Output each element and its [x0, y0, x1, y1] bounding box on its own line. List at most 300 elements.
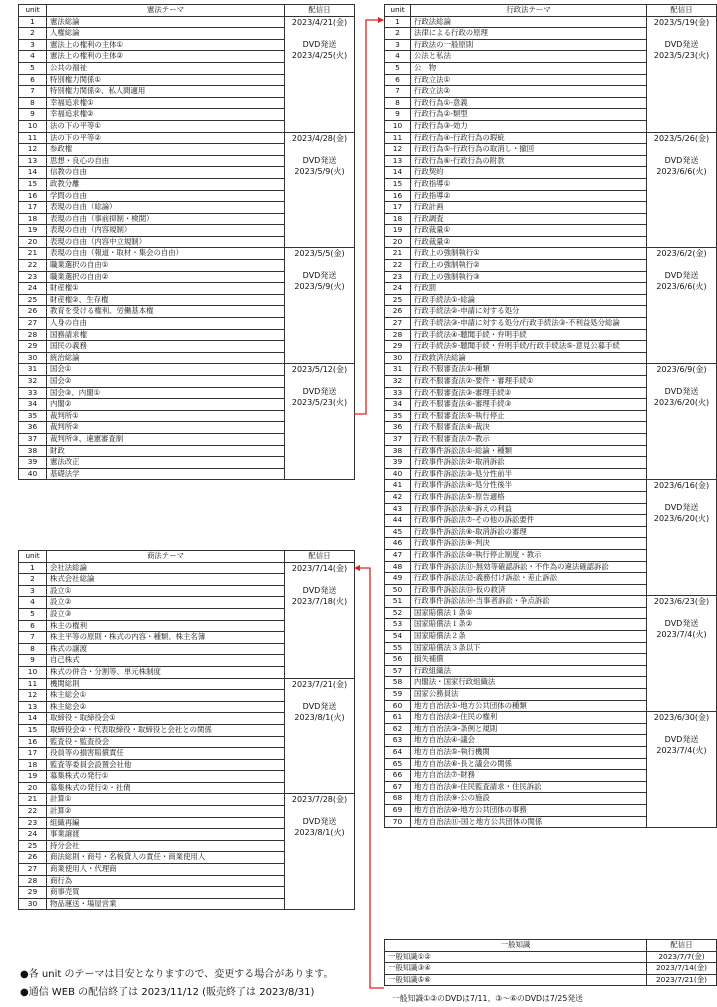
- gyosei-unit-theme: 行政罰: [411, 283, 647, 295]
- table-row: [385, 132, 717, 144]
- gyosei-unit-theme: 行政手続法②-申請に対する処分: [411, 306, 647, 318]
- gyosei-unit-theme: 行政事件訴訟法①-総論・種類: [411, 445, 647, 457]
- gyosei-unit-theme: 行政不服審査法⑦-教示: [411, 433, 647, 445]
- gyosei-delivery-date-cell: [647, 596, 717, 712]
- gyosei-unit-theme: 行政契約: [411, 167, 647, 179]
- shoho-delivery-date-cell: [285, 678, 355, 794]
- kenpo-header-date: 配信日: [285, 5, 355, 17]
- kenpo-unit-no: 23: [19, 271, 47, 283]
- shoho-unit-theme: 株主総会②: [47, 701, 285, 713]
- gyosei-unit-theme: 行政事件訴訟法⑬-仮の救済: [411, 584, 647, 596]
- gyosei-unit-no: 9: [385, 109, 411, 121]
- kenpo-unit-no: 14: [19, 167, 47, 179]
- gyosei-unit-theme: 行政事件訴訟法⑭-当事者訴訟・争点訴訟: [411, 596, 647, 608]
- gyosei-unit-theme: 行政指導②: [411, 190, 647, 202]
- gyosei-unit-no: 22: [385, 260, 411, 272]
- spacer: [288, 805, 351, 816]
- note-theme-change: ●各 unit のテーマは目安となりますので、変更する場合があります。: [20, 969, 334, 980]
- shoho-unit-no: 26: [19, 852, 47, 864]
- dvd-label: DVD発送: [664, 619, 699, 629]
- shoho-unit-theme: 役員等の損害賠償責任: [47, 748, 285, 760]
- ippan-date: 2023/7/21(金): [647, 974, 717, 986]
- delivery-date: 2023/4/28(金): [291, 133, 348, 143]
- kenpo-unit-theme: 幸福追求権①: [47, 97, 285, 109]
- gyosei-unit-theme: 行政法の一般原則: [411, 39, 647, 51]
- dvd-label: DVD発送: [302, 701, 337, 711]
- gyosei-unit-theme: 行政立法①: [411, 74, 647, 86]
- gyosei-unit-no: 4: [385, 51, 411, 63]
- gyosei-unit-no: 53: [385, 619, 411, 631]
- shoho-unit-no: 23: [19, 817, 47, 829]
- gyosei-unit-no: 29: [385, 341, 411, 353]
- kenpo-table: [18, 4, 355, 480]
- gyosei-unit-theme: 地方自治法⑥-長と議会の関係: [411, 758, 647, 770]
- gyosei-unit-no: 33: [385, 387, 411, 399]
- shoho-unit-no: 14: [19, 713, 47, 725]
- shoho-unit-theme: 募集株式の発行②・社債: [47, 782, 285, 794]
- shoho-unit-no: 25: [19, 840, 47, 852]
- dvd-label: DVD発送: [302, 39, 337, 49]
- kenpo-unit-theme: 裁判所①: [47, 410, 285, 422]
- kenpo-unit-theme: 国務請求権: [47, 329, 285, 341]
- gyosei-unit-theme: 行政事件訴訟法③-処分性前半: [411, 468, 647, 480]
- gyosei-unit-no: 10: [385, 120, 411, 132]
- table-row: [385, 974, 717, 986]
- table-row: [385, 248, 717, 260]
- gyosei-unit-no: 60: [385, 700, 411, 712]
- gyosei-delivery-date-cell: [647, 712, 717, 828]
- gyosei-unit-no: 15: [385, 178, 411, 190]
- dvd-label: DVD発送: [664, 39, 699, 49]
- shoho-unit-no: 20: [19, 782, 47, 794]
- shoho-unit-theme: 株式の譲渡: [47, 643, 285, 655]
- kenpo-unit-theme: 学問の自由: [47, 190, 285, 202]
- kenpo-unit-theme: 幸福追求権②: [47, 109, 285, 121]
- shoho-delivery-date-cell: [285, 794, 355, 910]
- dvd-label: DVD発送: [302, 817, 337, 827]
- gyosei-unit-no: 31: [385, 364, 411, 376]
- shoho-unit-theme: 取締役会②・代表取締役・取締役と会社との関係: [47, 724, 285, 736]
- dvd-date: 2023/5/9(火): [294, 166, 345, 176]
- dvd-date: 2023/6/6(火): [656, 282, 707, 292]
- spacer: [650, 491, 713, 502]
- gyosei-unit-no: 34: [385, 399, 411, 411]
- gyosei-unit-no: 51: [385, 596, 411, 608]
- gyosei-unit-no: 66: [385, 770, 411, 782]
- gyosei-unit-no: 70: [385, 816, 411, 828]
- gyosei-unit-no: 7: [385, 86, 411, 98]
- kenpo-unit-theme: 信教の自由: [47, 167, 285, 179]
- shoho-unit-theme: 株式会社総論: [47, 574, 285, 586]
- delivery-date: 2023/5/5(金): [294, 249, 345, 259]
- shoho-unit-theme: 計算②: [47, 806, 285, 818]
- shoho-unit-theme: 株主総会①: [47, 690, 285, 702]
- delivery-date: 2023/5/12(金): [291, 365, 348, 375]
- shoho-unit-theme: 計算①: [47, 794, 285, 806]
- gyosei-unit-theme: 行政指導①: [411, 178, 647, 190]
- table-row: [385, 951, 717, 963]
- kenpo-unit-theme: 教育を受ける権利、労働基本権: [47, 306, 285, 318]
- kenpo-unit-theme: 内閣②: [47, 399, 285, 411]
- delivery-date: 2023/7/14(金): [291, 563, 348, 573]
- gyosei-unit-theme: 行政行為②-類型: [411, 109, 647, 121]
- gyosei-unit-theme: 地方自治法⑦-財務: [411, 770, 647, 782]
- kenpo-unit-theme: 憲法総論: [47, 16, 285, 28]
- delivery-date: 2023/6/23(金): [653, 597, 710, 607]
- gyosei-unit-theme: 地方自治法⑪-国と地方公共団体の関係: [411, 816, 647, 828]
- shoho-unit-no: 30: [19, 898, 47, 910]
- kenpo-unit-no: 16: [19, 190, 47, 202]
- table-row: [19, 248, 355, 260]
- kenpo-delivery-date-cell: [285, 248, 355, 364]
- shoho-header-theme: 商法テーマ: [47, 551, 285, 563]
- gyosei-unit-no: 64: [385, 747, 411, 759]
- kenpo-unit-theme: 憲法上の権利の主体②: [47, 51, 285, 63]
- shoho-unit-no: 6: [19, 620, 47, 632]
- gyosei-unit-no: 54: [385, 631, 411, 643]
- gyosei-unit-no: 6: [385, 74, 411, 86]
- kenpo-unit-theme: 特別権力関係①: [47, 74, 285, 86]
- shoho-unit-theme: 物品運送・場屋営業: [47, 898, 285, 910]
- table-row: [385, 16, 717, 28]
- gyosei-table: [384, 4, 717, 828]
- shoho-unit-no: 29: [19, 887, 47, 899]
- kenpo-unit-theme: 政教分離: [47, 178, 285, 190]
- gyosei-unit-theme: 行政不服審査法④-審理手続③: [411, 399, 647, 411]
- kenpo-unit-no: 31: [19, 364, 47, 376]
- gyosei-unit-theme: 行政不服審査法③-審理手続②: [411, 387, 647, 399]
- gyosei-unit-theme: 行政調査: [411, 213, 647, 225]
- gyosei-unit-theme: 行政事件訴訟法⑩-執行停止制度・教示: [411, 549, 647, 561]
- shoho-table: [18, 550, 355, 910]
- spacer: [288, 375, 351, 386]
- gyosei-unit-no: 69: [385, 804, 411, 816]
- gyosei-unit-theme: 行政手続法①-総論: [411, 294, 647, 306]
- gyosei-unit-no: 3: [385, 39, 411, 51]
- dvd-date: 2023/6/6(火): [656, 166, 707, 176]
- kenpo-unit-no: 26: [19, 306, 47, 318]
- gyosei-delivery-date-cell: [647, 364, 717, 480]
- dvd-date: 2023/8/1(火): [294, 828, 345, 838]
- dvd-label: DVD発送: [664, 503, 699, 513]
- kenpo-unit-no: 27: [19, 318, 47, 330]
- gyosei-unit-theme: 行政計画: [411, 202, 647, 214]
- gyosei-unit-no: 52: [385, 607, 411, 619]
- spacer: [650, 607, 713, 618]
- gyosei-unit-no: 26: [385, 306, 411, 318]
- kenpo-unit-theme: 国会③、内閣①: [47, 387, 285, 399]
- kenpo-header-theme: 憲法テーマ: [47, 5, 285, 17]
- kenpo-delivery-date-cell: [285, 364, 355, 480]
- ippan-header-theme: 一般知識: [385, 940, 647, 952]
- kenpo-unit-theme: 憲法改正: [47, 457, 285, 469]
- dvd-label: DVD発送: [302, 155, 337, 165]
- shoho-unit-theme: 監査役・監査役会: [47, 736, 285, 748]
- dvd-date: 2023/7/4(火): [656, 630, 707, 640]
- gyosei-unit-theme: 損失補償: [411, 654, 647, 666]
- shoho-unit-theme: 取締役・取締役会①: [47, 713, 285, 725]
- gyosei-unit-no: 11: [385, 132, 411, 144]
- gyosei-unit-theme: 地方自治法⑩-地方公共団体の事務: [411, 804, 647, 816]
- spacer: [650, 144, 713, 155]
- kenpo-unit-theme: 法の下の平等①: [47, 120, 285, 132]
- table-row: [385, 364, 717, 376]
- gyosei-unit-theme: 行政事件訴訟法⑤-原告適格: [411, 491, 647, 503]
- gyosei-unit-theme: 行政事件訴訟法⑦-その他の訴訟要件: [411, 515, 647, 527]
- kenpo-unit-theme: 特別権力関係②、私人間適用: [47, 86, 285, 98]
- kenpo-unit-no: 12: [19, 144, 47, 156]
- dvd-label: DVD発送: [664, 387, 699, 397]
- gyosei-unit-theme: 行政行為④-行政行為の瑕疵: [411, 132, 647, 144]
- ippan-theme: 一般知識③④: [385, 963, 647, 975]
- kenpo-unit-no: 20: [19, 236, 47, 248]
- spacer: [288, 144, 351, 155]
- spacer: [650, 28, 713, 39]
- table-row: [19, 678, 355, 690]
- delivery-date: 2023/5/26(金): [653, 133, 710, 143]
- kenpo-unit-no: 2: [19, 28, 47, 40]
- shoho-unit-no: 17: [19, 748, 47, 760]
- gyosei-unit-no: 55: [385, 642, 411, 654]
- kenpo-unit-no: 28: [19, 329, 47, 341]
- gyosei-header-unit: unit: [385, 5, 411, 17]
- gyosei-delivery-date-cell: [647, 480, 717, 596]
- gyosei-unit-no: 8: [385, 97, 411, 109]
- shoho-unit-theme: 組織再編: [47, 817, 285, 829]
- shoho-unit-theme: 設立③: [47, 608, 285, 620]
- shoho-unit-no: 12: [19, 690, 47, 702]
- shoho-unit-no: 18: [19, 759, 47, 771]
- gyosei-unit-theme: 行政事件訴訟法⑪-無効等確認訴訟・不作為の違法確認訴訟: [411, 561, 647, 573]
- gyosei-unit-no: 48: [385, 561, 411, 573]
- kenpo-unit-theme: 財産権②、生存権: [47, 294, 285, 306]
- gyosei-unit-theme: 行政上の強制執行③: [411, 271, 647, 283]
- gyosei-unit-no: 49: [385, 573, 411, 585]
- gyosei-unit-theme: 行政事件訴訟法⑫-義務付け訴訟・差止訴訟: [411, 573, 647, 585]
- delivery-date: 2023/6/2(金): [656, 249, 707, 259]
- kenpo-unit-no: 9: [19, 109, 47, 121]
- table-row: [385, 712, 717, 724]
- gyosei-unit-theme: 行政上の強制執行①: [411, 248, 647, 260]
- dvd-date: 2023/6/20(火): [653, 514, 710, 524]
- gyosei-header-date: 配信日: [647, 5, 717, 17]
- kenpo-unit-no: 17: [19, 202, 47, 214]
- shoho-unit-no: 15: [19, 724, 47, 736]
- shoho-unit-no: 4: [19, 597, 47, 609]
- shoho-unit-no: 21: [19, 794, 47, 806]
- dvd-label: DVD発送: [664, 271, 699, 281]
- gyosei-unit-no: 46: [385, 538, 411, 550]
- kenpo-unit-theme: 国民の義務: [47, 341, 285, 353]
- spacer: [650, 259, 713, 270]
- kenpo-unit-theme: 統治総論: [47, 352, 285, 364]
- kenpo-unit-theme: 表現の自由（報道・取材・集会の自由）: [47, 248, 285, 260]
- gyosei-unit-no: 58: [385, 677, 411, 689]
- kenpo-unit-no: 33: [19, 387, 47, 399]
- gyosei-header-theme: 行政法テーマ: [411, 5, 647, 17]
- gyosei-unit-theme: 行政組織法: [411, 665, 647, 677]
- gyosei-unit-no: 45: [385, 526, 411, 538]
- gyosei-unit-no: 14: [385, 167, 411, 179]
- shoho-unit-theme: 持分会社: [47, 840, 285, 852]
- delivery-date: 2023/6/16(金): [653, 481, 710, 491]
- gyosei-unit-theme: 地方自治法⑤-執行機関: [411, 747, 647, 759]
- gyosei-unit-no: 16: [385, 190, 411, 202]
- arrow-ippan-to-shoho: [355, 568, 384, 988]
- gyosei-unit-theme: 行政行為⑤-行政行為の取消し・撤回: [411, 144, 647, 156]
- gyosei-unit-theme: 公法と私法: [411, 51, 647, 63]
- gyosei-unit-no: 35: [385, 410, 411, 422]
- shoho-unit-theme: 機関総則: [47, 678, 285, 690]
- kenpo-delivery-date-cell: [285, 16, 355, 132]
- kenpo-unit-no: 34: [19, 399, 47, 411]
- gyosei-unit-theme: 行政行為③-効力: [411, 120, 647, 132]
- kenpo-unit-no: 4: [19, 51, 47, 63]
- table-row: [385, 963, 717, 975]
- kenpo-unit-theme: 職業選択の自由②: [47, 271, 285, 283]
- ippan-dvd-note: 一般知識①②のDVDは7/11、③～⑥のDVDは7/25発送: [392, 994, 583, 1003]
- gyosei-delivery-date-cell: [647, 132, 717, 248]
- gyosei-unit-no: 39: [385, 457, 411, 469]
- kenpo-unit-theme: 公共の福祉: [47, 62, 285, 74]
- gyosei-unit-no: 67: [385, 781, 411, 793]
- kenpo-unit-no: 13: [19, 155, 47, 167]
- table-row: [19, 132, 355, 144]
- gyosei-unit-no: 42: [385, 491, 411, 503]
- table-row: [19, 794, 355, 806]
- gyosei-unit-no: 65: [385, 758, 411, 770]
- dvd-label: DVD発送: [302, 271, 337, 281]
- shoho-unit-theme: 事業譲渡: [47, 829, 285, 841]
- table-row: [19, 16, 355, 28]
- kenpo-unit-theme: 参政権: [47, 144, 285, 156]
- gyosei-unit-theme: 行政上の強制執行②: [411, 260, 647, 272]
- gyosei-unit-theme: 行政事件訴訟法②-取消訴訟: [411, 457, 647, 469]
- shoho-unit-theme: 設立①: [47, 585, 285, 597]
- table-row: [19, 562, 355, 574]
- gyosei-unit-no: 30: [385, 352, 411, 364]
- shoho-unit-no: 10: [19, 666, 47, 678]
- gyosei-unit-theme: 行政手続法⑤-聴聞手続・弁明手続/行政手続法⑤-意見公募手続: [411, 341, 647, 353]
- kenpo-unit-theme: 思想・良心の自由: [47, 155, 285, 167]
- ippan-header-date: 配信日: [647, 940, 717, 952]
- dvd-date: 2023/7/18(火): [291, 596, 348, 606]
- kenpo-unit-theme: 財産権①: [47, 283, 285, 295]
- kenpo-unit-no: 32: [19, 376, 47, 388]
- kenpo-unit-theme: 表現の自由（内容規制）: [47, 225, 285, 237]
- kenpo-unit-no: 29: [19, 341, 47, 353]
- kenpo-header-unit: unit: [19, 5, 47, 17]
- shoho-unit-no: 11: [19, 678, 47, 690]
- spacer: [288, 574, 351, 585]
- kenpo-unit-theme: 人身の自由: [47, 318, 285, 330]
- ippan-date: 2023/7/14(金): [647, 963, 717, 975]
- spacer: [288, 28, 351, 39]
- kenpo-unit-no: 35: [19, 410, 47, 422]
- gyosei-unit-theme: 行政裁量①: [411, 225, 647, 237]
- shoho-unit-no: 8: [19, 643, 47, 655]
- gyosei-unit-no: 57: [385, 665, 411, 677]
- dvd-label: DVD発送: [664, 155, 699, 165]
- gyosei-unit-no: 36: [385, 422, 411, 434]
- shoho-unit-no: 3: [19, 585, 47, 597]
- ippan-theme: 一般知識①②: [385, 951, 647, 963]
- shoho-unit-theme: 商業使用人・代理商: [47, 864, 285, 876]
- dvd-date: 2023/8/1(火): [294, 712, 345, 722]
- kenpo-unit-no: 40: [19, 468, 47, 480]
- gyosei-unit-theme: 地方自治法③-条例と規則: [411, 723, 647, 735]
- gyosei-unit-no: 23: [385, 271, 411, 283]
- gyosei-unit-no: 12: [385, 144, 411, 156]
- note-web-end: ●通信 WEB の配信終了は 2023/11/12 (販売終了は 2023/8/31): [20, 987, 315, 998]
- delivery-date: 2023/6/9(金): [656, 365, 707, 375]
- kenpo-unit-no: 8: [19, 97, 47, 109]
- dvd-date: 2023/5/23(火): [291, 398, 348, 408]
- delivery-date: 2023/6/30(金): [653, 713, 710, 723]
- gyosei-unit-theme: 行政不服審査法⑤-執行停止: [411, 410, 647, 422]
- gyosei-unit-no: 43: [385, 503, 411, 515]
- kenpo-unit-no: 5: [19, 62, 47, 74]
- gyosei-unit-theme: 行政法総論: [411, 16, 647, 28]
- gyosei-unit-theme: 公 物: [411, 62, 647, 74]
- gyosei-unit-theme: 行政事件訴訟法⑨-判決: [411, 538, 647, 550]
- gyosei-unit-theme: 行政裁量②: [411, 236, 647, 248]
- shoho-unit-no: 22: [19, 806, 47, 818]
- shoho-unit-no: 28: [19, 875, 47, 887]
- dvd-date: 2023/5/9(火): [294, 282, 345, 292]
- gyosei-unit-no: 50: [385, 584, 411, 596]
- kenpo-unit-theme: 法の下の平等②: [47, 132, 285, 144]
- gyosei-unit-no: 2: [385, 28, 411, 40]
- gyosei-unit-no: 17: [385, 202, 411, 214]
- gyosei-unit-no: 61: [385, 712, 411, 724]
- delivery-date: 2023/7/21(金): [291, 679, 348, 689]
- kenpo-unit-theme: 裁判所②: [47, 422, 285, 434]
- gyosei-unit-theme: 国家賠償法３条以下: [411, 642, 647, 654]
- shoho-unit-no: 1: [19, 562, 47, 574]
- gyosei-unit-no: 21: [385, 248, 411, 260]
- gyosei-unit-no: 68: [385, 793, 411, 805]
- kenpo-unit-no: 36: [19, 422, 47, 434]
- gyosei-unit-theme: 行政行為①-意義: [411, 97, 647, 109]
- ippan-table: [384, 939, 717, 986]
- gyosei-unit-no: 19: [385, 225, 411, 237]
- shoho-unit-no: 24: [19, 829, 47, 841]
- kenpo-unit-theme: 表現の自由（総論）: [47, 202, 285, 214]
- gyosei-unit-theme: 行政手続法③-申請に対する処分/行政手続法③-不利益処分総論: [411, 318, 647, 330]
- gyosei-unit-no: 25: [385, 294, 411, 306]
- gyosei-unit-no: 63: [385, 735, 411, 747]
- kenpo-delivery-date-cell: [285, 132, 355, 248]
- gyosei-unit-no: 56: [385, 654, 411, 666]
- dvd-label: DVD発送: [664, 735, 699, 745]
- gyosei-unit-no: 13: [385, 155, 411, 167]
- gyosei-unit-no: 59: [385, 689, 411, 701]
- kenpo-unit-no: 10: [19, 120, 47, 132]
- kenpo-unit-theme: 財政: [47, 445, 285, 457]
- kenpo-unit-no: 15: [19, 178, 47, 190]
- dvd-date: 2023/4/25(火): [291, 50, 348, 60]
- gyosei-unit-no: 44: [385, 515, 411, 527]
- gyosei-unit-no: 41: [385, 480, 411, 492]
- gyosei-unit-no: 20: [385, 236, 411, 248]
- kenpo-unit-theme: 人権総論: [47, 28, 285, 40]
- shoho-unit-theme: 商行為: [47, 875, 285, 887]
- gyosei-unit-theme: 行政手続法④-聴聞手続・弁明手続: [411, 329, 647, 341]
- gyosei-unit-no: 1: [385, 16, 411, 28]
- gyosei-unit-theme: 行政行為⑥-行政行為の附款: [411, 155, 647, 167]
- spacer: [650, 723, 713, 734]
